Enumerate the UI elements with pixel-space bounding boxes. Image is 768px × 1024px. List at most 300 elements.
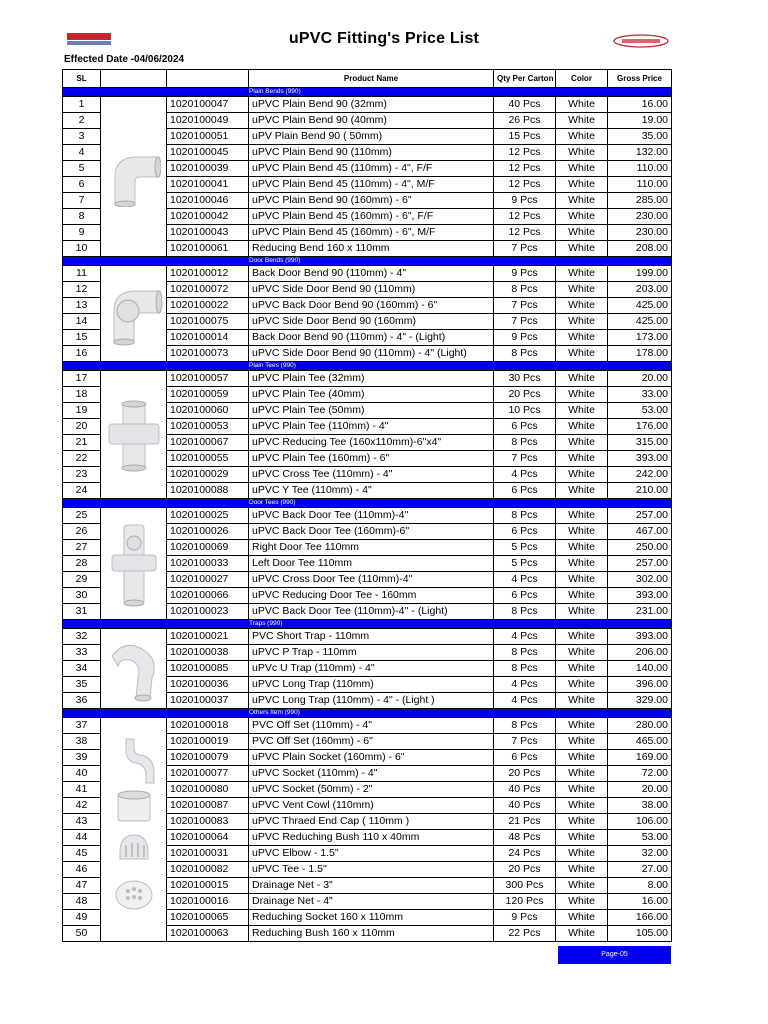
- row-qty: 4 Pcs: [494, 629, 556, 645]
- row-code: 1020100042: [167, 209, 249, 225]
- row-product-name: uPVC Plain Bend 90 (32mm): [249, 97, 494, 113]
- row-sl: 47: [63, 878, 101, 894]
- row-color: White: [556, 403, 608, 419]
- row-code: 1020100029: [167, 467, 249, 483]
- row-product-name: uPVC Back Door Tee (160mm)-6'': [249, 524, 494, 540]
- row-sl: 17: [63, 371, 101, 387]
- row-price: 33.00: [608, 387, 672, 403]
- row-sl: 39: [63, 750, 101, 766]
- row-sl: 36: [63, 693, 101, 709]
- row-sl: 31: [63, 604, 101, 620]
- row-color: White: [556, 161, 608, 177]
- row-qty: 12 Pcs: [494, 161, 556, 177]
- row-qty: 300 Pcs: [494, 878, 556, 894]
- row-sl: 11: [63, 266, 101, 282]
- row-code: 1020100082: [167, 862, 249, 878]
- row-color: White: [556, 282, 608, 298]
- row-sl: 19: [63, 403, 101, 419]
- row-qty: 21 Pcs: [494, 814, 556, 830]
- row-sl: 27: [63, 540, 101, 556]
- table-row: [63, 371, 672, 387]
- row-code: 1020100041: [167, 177, 249, 193]
- row-sl: 32: [63, 629, 101, 645]
- row-sl: 10: [63, 241, 101, 257]
- row-qty: 6 Pcs: [494, 419, 556, 435]
- row-code: 1020100060: [167, 403, 249, 419]
- row-sl: 50: [63, 926, 101, 942]
- row-color: White: [556, 782, 608, 798]
- row-code: 1020100047: [167, 97, 249, 113]
- row-qty: 7 Pcs: [494, 314, 556, 330]
- row-sl: 41: [63, 782, 101, 798]
- row-sl: 9: [63, 225, 101, 241]
- row-qty: 48 Pcs: [494, 830, 556, 846]
- row-qty: 6 Pcs: [494, 483, 556, 499]
- header-price: Gross Price: [608, 70, 672, 88]
- row-price: 393.00: [608, 629, 672, 645]
- row-qty: 120 Pcs: [494, 894, 556, 910]
- table-row: [63, 266, 672, 282]
- row-qty: 22 Pcs: [494, 926, 556, 942]
- section-label: Plain Tees (990): [63, 362, 672, 371]
- row-sl: 18: [63, 387, 101, 403]
- row-sl: 37: [63, 718, 101, 734]
- row-sl: 23: [63, 467, 101, 483]
- row-sl: 33: [63, 645, 101, 661]
- row-code: 1020100069: [167, 540, 249, 556]
- row-product-name: uPVC Long Trap (110mm) - 4" - (Light ): [249, 693, 494, 709]
- row-sl: 22: [63, 451, 101, 467]
- row-color: White: [556, 193, 608, 209]
- row-qty: 8 Pcs: [494, 661, 556, 677]
- row-product-name: uPVC Plain Bend 90 (160mm) - 6": [249, 193, 494, 209]
- row-price: 467.00: [608, 524, 672, 540]
- row-color: White: [556, 387, 608, 403]
- row-code: 1020100014: [167, 330, 249, 346]
- row-price: 105.00: [608, 926, 672, 942]
- row-color: White: [556, 314, 608, 330]
- row-price: 231.00: [608, 604, 672, 620]
- row-color: White: [556, 209, 608, 225]
- row-color: White: [556, 910, 608, 926]
- row-qty: 12 Pcs: [494, 225, 556, 241]
- row-product-name: PVC Off Set (110mm) - 4": [249, 718, 494, 734]
- row-code: 1020100022: [167, 298, 249, 314]
- row-color: White: [556, 483, 608, 499]
- row-sl: 7: [63, 193, 101, 209]
- row-color: White: [556, 588, 608, 604]
- row-price: 329.00: [608, 693, 672, 709]
- row-price: 257.00: [608, 556, 672, 572]
- row-sl: 4: [63, 145, 101, 161]
- row-price: 425.00: [608, 298, 672, 314]
- row-color: White: [556, 266, 608, 282]
- row-qty: 6 Pcs: [494, 524, 556, 540]
- row-sl: 2: [63, 113, 101, 129]
- row-product-name: Drainage Net - 3": [249, 878, 494, 894]
- row-product-name: uPV Plain Bend 90 ( 50mm): [249, 129, 494, 145]
- row-price: 176.00: [608, 419, 672, 435]
- tee-fitting-icon: [101, 371, 167, 499]
- row-product-name: uPVC Plain Bend 90 (110mm): [249, 145, 494, 161]
- row-sl: 13: [63, 298, 101, 314]
- table-row: [63, 718, 672, 734]
- row-color: White: [556, 894, 608, 910]
- row-code: 1020100079: [167, 750, 249, 766]
- row-product-name: Reduching Bush 160 x 110mm: [249, 926, 494, 942]
- row-price: 166.00: [608, 910, 672, 926]
- row-code: 1020100066: [167, 588, 249, 604]
- row-code: 1020100053: [167, 419, 249, 435]
- row-product-name: uPVc U Trap (110mm) - 4": [249, 661, 494, 677]
- row-qty: 20 Pcs: [494, 766, 556, 782]
- row-qty: 9 Pcs: [494, 330, 556, 346]
- row-product-name: uPVC Elbow - 1.5": [249, 846, 494, 862]
- row-price: 250.00: [608, 540, 672, 556]
- header-sl: SL: [63, 70, 101, 88]
- row-color: White: [556, 346, 608, 362]
- row-sl: 48: [63, 894, 101, 910]
- row-qty: 12 Pcs: [494, 209, 556, 225]
- header-code: [167, 70, 249, 88]
- row-qty: 12 Pcs: [494, 177, 556, 193]
- header-product-name: Product Name: [249, 70, 494, 88]
- row-qty: 9 Pcs: [494, 193, 556, 209]
- row-sl: 49: [63, 910, 101, 926]
- row-price: 19.00: [608, 113, 672, 129]
- row-qty: 8 Pcs: [494, 604, 556, 620]
- row-price: 16.00: [608, 97, 672, 113]
- row-qty: 8 Pcs: [494, 346, 556, 362]
- row-qty: 6 Pcs: [494, 750, 556, 766]
- row-sl: 43: [63, 814, 101, 830]
- row-code: 1020100073: [167, 346, 249, 362]
- row-price: 27.00: [608, 862, 672, 878]
- row-qty: 6 Pcs: [494, 588, 556, 604]
- row-price: 140.00: [608, 661, 672, 677]
- row-color: White: [556, 371, 608, 387]
- row-color: White: [556, 814, 608, 830]
- row-code: 1020100067: [167, 435, 249, 451]
- row-code: 1020100057: [167, 371, 249, 387]
- row-sl: 40: [63, 766, 101, 782]
- row-product-name: Right Door Tee 110mm: [249, 540, 494, 556]
- row-sl: 14: [63, 314, 101, 330]
- row-qty: 4 Pcs: [494, 572, 556, 588]
- row-product-name: uPVC Plain Tee (110mm) - 4": [249, 419, 494, 435]
- row-product-name: uPVC Cross Tee (110mm) - 4": [249, 467, 494, 483]
- row-code: 1020100087: [167, 798, 249, 814]
- row-sl: 8: [63, 209, 101, 225]
- row-product-name: Back Door Bend 90 (110mm) - 4": [249, 266, 494, 282]
- elbow-fitting-icon: [101, 97, 167, 257]
- row-qty: 7 Pcs: [494, 734, 556, 750]
- row-product-name: Reduching Socket 160 x 110mm: [249, 910, 494, 926]
- row-product-name: uPVC Socket (50mm) - 2": [249, 782, 494, 798]
- row-product-name: uPVC Plain Socket (160mm) - 6": [249, 750, 494, 766]
- row-price: 169.00: [608, 750, 672, 766]
- row-color: White: [556, 330, 608, 346]
- row-sl: 12: [63, 282, 101, 298]
- row-product-name: uPVC Plain Tee (32mm): [249, 371, 494, 387]
- row-price: 110.00: [608, 161, 672, 177]
- row-code: 1020100083: [167, 814, 249, 830]
- row-code: 1020100015: [167, 878, 249, 894]
- row-code: 1020100037: [167, 693, 249, 709]
- row-code: 1020100045: [167, 145, 249, 161]
- row-product-name: uPVC Plain Tee (160mm) - 6": [249, 451, 494, 467]
- row-color: White: [556, 97, 608, 113]
- row-price: 110.00: [608, 177, 672, 193]
- row-color: White: [556, 508, 608, 524]
- row-color: White: [556, 718, 608, 734]
- row-code: 1020100080: [167, 782, 249, 798]
- row-qty: 40 Pcs: [494, 798, 556, 814]
- row-color: White: [556, 926, 608, 942]
- row-qty: 40 Pcs: [494, 782, 556, 798]
- row-qty: 30 Pcs: [494, 371, 556, 387]
- section-label: Others Item (990): [63, 709, 672, 718]
- table-row: [63, 508, 672, 524]
- row-price: 208.00: [608, 241, 672, 257]
- row-qty: 4 Pcs: [494, 677, 556, 693]
- row-product-name: uPVC Side Door Bend 90 (110mm): [249, 282, 494, 298]
- row-qty: 40 Pcs: [494, 97, 556, 113]
- row-qty: 8 Pcs: [494, 645, 556, 661]
- row-color: White: [556, 629, 608, 645]
- row-color: White: [556, 524, 608, 540]
- row-price: 53.00: [608, 403, 672, 419]
- row-price: 32.00: [608, 846, 672, 862]
- row-product-name: uPVC Tee - 1.5": [249, 862, 494, 878]
- row-product-name: uPVC Vent Cowl (110mm): [249, 798, 494, 814]
- row-product-name: Left Door Tee 110mm: [249, 556, 494, 572]
- row-qty: 9 Pcs: [494, 910, 556, 926]
- row-color: White: [556, 878, 608, 894]
- row-color: White: [556, 677, 608, 693]
- row-price: 35.00: [608, 129, 672, 145]
- row-color: White: [556, 846, 608, 862]
- row-product-name: uPVC Plain Bend 90 (40mm): [249, 113, 494, 129]
- header-qty: Qty Per Carton: [494, 70, 556, 88]
- row-product-name: uPVC Plain Bend 45 (110mm) - 4", F/F: [249, 161, 494, 177]
- row-color: White: [556, 129, 608, 145]
- row-price: 393.00: [608, 588, 672, 604]
- header-color: Color: [556, 70, 608, 88]
- row-color: White: [556, 862, 608, 878]
- row-price: 173.00: [608, 330, 672, 346]
- row-qty: 26 Pcs: [494, 113, 556, 129]
- row-qty: 8 Pcs: [494, 435, 556, 451]
- trap-fitting-icon: [101, 629, 167, 709]
- section-label: Door Tees (990): [63, 499, 672, 508]
- row-color: White: [556, 766, 608, 782]
- row-qty: 7 Pcs: [494, 241, 556, 257]
- row-sl: 15: [63, 330, 101, 346]
- row-product-name: uPVC Y Tee (110mm) - 4": [249, 483, 494, 499]
- row-sl: 29: [63, 572, 101, 588]
- row-code: 1020100026: [167, 524, 249, 540]
- row-sl: 20: [63, 419, 101, 435]
- section-header-row: [63, 362, 672, 371]
- row-product-name: PVC Short Trap - 110mm: [249, 629, 494, 645]
- row-qty: 10 Pcs: [494, 403, 556, 419]
- row-code: 1020100077: [167, 766, 249, 782]
- section-header-row: [63, 88, 672, 97]
- page-title: uPVC Fitting's Price List: [288, 30, 480, 47]
- row-code: 1020100065: [167, 910, 249, 926]
- row-code: 1020100016: [167, 894, 249, 910]
- row-sl: 21: [63, 435, 101, 451]
- row-product-name: uPVC Back Door Tee (110mm)-4'' - (Light): [249, 604, 494, 620]
- row-qty: 8 Pcs: [494, 282, 556, 298]
- row-price: 199.00: [608, 266, 672, 282]
- row-qty: 4 Pcs: [494, 467, 556, 483]
- row-qty: 15 Pcs: [494, 129, 556, 145]
- row-color: White: [556, 145, 608, 161]
- row-product-name: uPVC P Trap - 110mm: [249, 645, 494, 661]
- row-color: White: [556, 298, 608, 314]
- row-qty: 7 Pcs: [494, 451, 556, 467]
- row-qty: 7 Pcs: [494, 298, 556, 314]
- row-qty: 5 Pcs: [494, 540, 556, 556]
- row-product-name: uPVC Reducing Door Tee - 160mm: [249, 588, 494, 604]
- row-product-name: Reducing Bend 160 x 110mm: [249, 241, 494, 257]
- row-product-name: uPVC Plain Tee (40mm): [249, 387, 494, 403]
- row-price: 242.00: [608, 467, 672, 483]
- row-code: 1020100031: [167, 846, 249, 862]
- row-code: 1020100043: [167, 225, 249, 241]
- row-product-name: uPVC Cross Door Tee (110mm)-4'': [249, 572, 494, 588]
- row-sl: 25: [63, 508, 101, 524]
- row-sl: 6: [63, 177, 101, 193]
- row-sl: 24: [63, 483, 101, 499]
- row-product-name: uPVC Socket (110mm) - 4": [249, 766, 494, 782]
- row-price: 230.00: [608, 225, 672, 241]
- section-header-row: [63, 257, 672, 266]
- row-product-name: Drainage Net - 4": [249, 894, 494, 910]
- row-price: 53.00: [608, 830, 672, 846]
- row-code: 1020100036: [167, 677, 249, 693]
- row-sl: 38: [63, 734, 101, 750]
- row-product-name: PVC Off Set (160mm) - 6": [249, 734, 494, 750]
- row-price: 203.00: [608, 282, 672, 298]
- row-price: 20.00: [608, 371, 672, 387]
- row-color: White: [556, 241, 608, 257]
- row-qty: 8 Pcs: [494, 718, 556, 734]
- row-price: 178.00: [608, 346, 672, 362]
- row-price: 425.00: [608, 314, 672, 330]
- row-color: White: [556, 467, 608, 483]
- row-product-name: uPVC Plain Bend 45 (160mm) - 6", F/F: [249, 209, 494, 225]
- row-sl: 45: [63, 846, 101, 862]
- row-price: 396.00: [608, 677, 672, 693]
- section-header-row: [63, 499, 672, 508]
- row-price: 38.00: [608, 798, 672, 814]
- row-code: 1020100012: [167, 266, 249, 282]
- row-price: 72.00: [608, 766, 672, 782]
- row-sl: 26: [63, 524, 101, 540]
- row-color: White: [556, 113, 608, 129]
- row-code: 1020100018: [167, 718, 249, 734]
- row-price: 280.00: [608, 718, 672, 734]
- row-color: White: [556, 435, 608, 451]
- row-color: White: [556, 177, 608, 193]
- row-qty: 12 Pcs: [494, 145, 556, 161]
- row-product-name: uPVC Reducing Tee (160x110mm)-6"x4": [249, 435, 494, 451]
- row-color: White: [556, 540, 608, 556]
- row-code: 1020100064: [167, 830, 249, 846]
- row-code: 1020100049: [167, 113, 249, 129]
- row-price: 230.00: [608, 209, 672, 225]
- row-product-name: uPVC Plain Tee (50mm): [249, 403, 494, 419]
- row-product-name: uPVC Plain Bend 45 (160mm) - 6", M/F: [249, 225, 494, 241]
- row-product-name: uPVC Long Trap (110mm): [249, 677, 494, 693]
- door-bend-fitting-icon: [101, 266, 167, 362]
- row-qty: 8 Pcs: [494, 508, 556, 524]
- row-price: 285.00: [608, 193, 672, 209]
- row-code: 1020100019: [167, 734, 249, 750]
- table-header-row: [63, 70, 672, 88]
- row-price: 465.00: [608, 734, 672, 750]
- row-qty: 24 Pcs: [494, 846, 556, 862]
- row-product-name: uPVC Side Door Bend 90 (110mm) - 4" (Light): [249, 346, 494, 362]
- row-qty: 4 Pcs: [494, 693, 556, 709]
- row-code: 1020100085: [167, 661, 249, 677]
- row-product-name: Back Door Bend 90 (110mm) - 4" - (Light): [249, 330, 494, 346]
- row-code: 1020100027: [167, 572, 249, 588]
- section-header-row: [63, 620, 672, 629]
- row-code: 1020100025: [167, 508, 249, 524]
- row-sl: 34: [63, 661, 101, 677]
- row-color: White: [556, 734, 608, 750]
- row-code: 1020100046: [167, 193, 249, 209]
- row-color: White: [556, 645, 608, 661]
- row-color: White: [556, 693, 608, 709]
- page-number-badge: Page-05: [558, 946, 671, 964]
- row-price: 16.00: [608, 894, 672, 910]
- row-sl: 35: [63, 677, 101, 693]
- row-code: 1020100088: [167, 483, 249, 499]
- row-color: White: [556, 225, 608, 241]
- row-color: White: [556, 556, 608, 572]
- row-sl: 44: [63, 830, 101, 846]
- door-tee-fitting-icon: [101, 508, 167, 620]
- row-color: White: [556, 798, 608, 814]
- row-color: White: [556, 451, 608, 467]
- row-code: 1020100038: [167, 645, 249, 661]
- section-label: Plain Bends (990): [63, 88, 672, 97]
- row-price: 257.00: [608, 508, 672, 524]
- section-label: Door Bends (990): [63, 257, 672, 266]
- row-color: White: [556, 661, 608, 677]
- table-row: [63, 629, 672, 645]
- row-code: 1020100023: [167, 604, 249, 620]
- table-row: [63, 97, 672, 113]
- row-code: 1020100055: [167, 451, 249, 467]
- price-list-table: [62, 69, 672, 942]
- row-sl: 28: [63, 556, 101, 572]
- row-code: 1020100021: [167, 629, 249, 645]
- row-price: 8.00: [608, 878, 672, 894]
- row-color: White: [556, 830, 608, 846]
- row-code: 1020100059: [167, 387, 249, 403]
- misc-fittings-icon: [101, 718, 167, 942]
- section-label: Traps (990): [63, 620, 672, 629]
- row-color: White: [556, 750, 608, 766]
- effective-date: Effected Date -04/06/2024: [64, 54, 185, 65]
- row-qty: 9 Pcs: [494, 266, 556, 282]
